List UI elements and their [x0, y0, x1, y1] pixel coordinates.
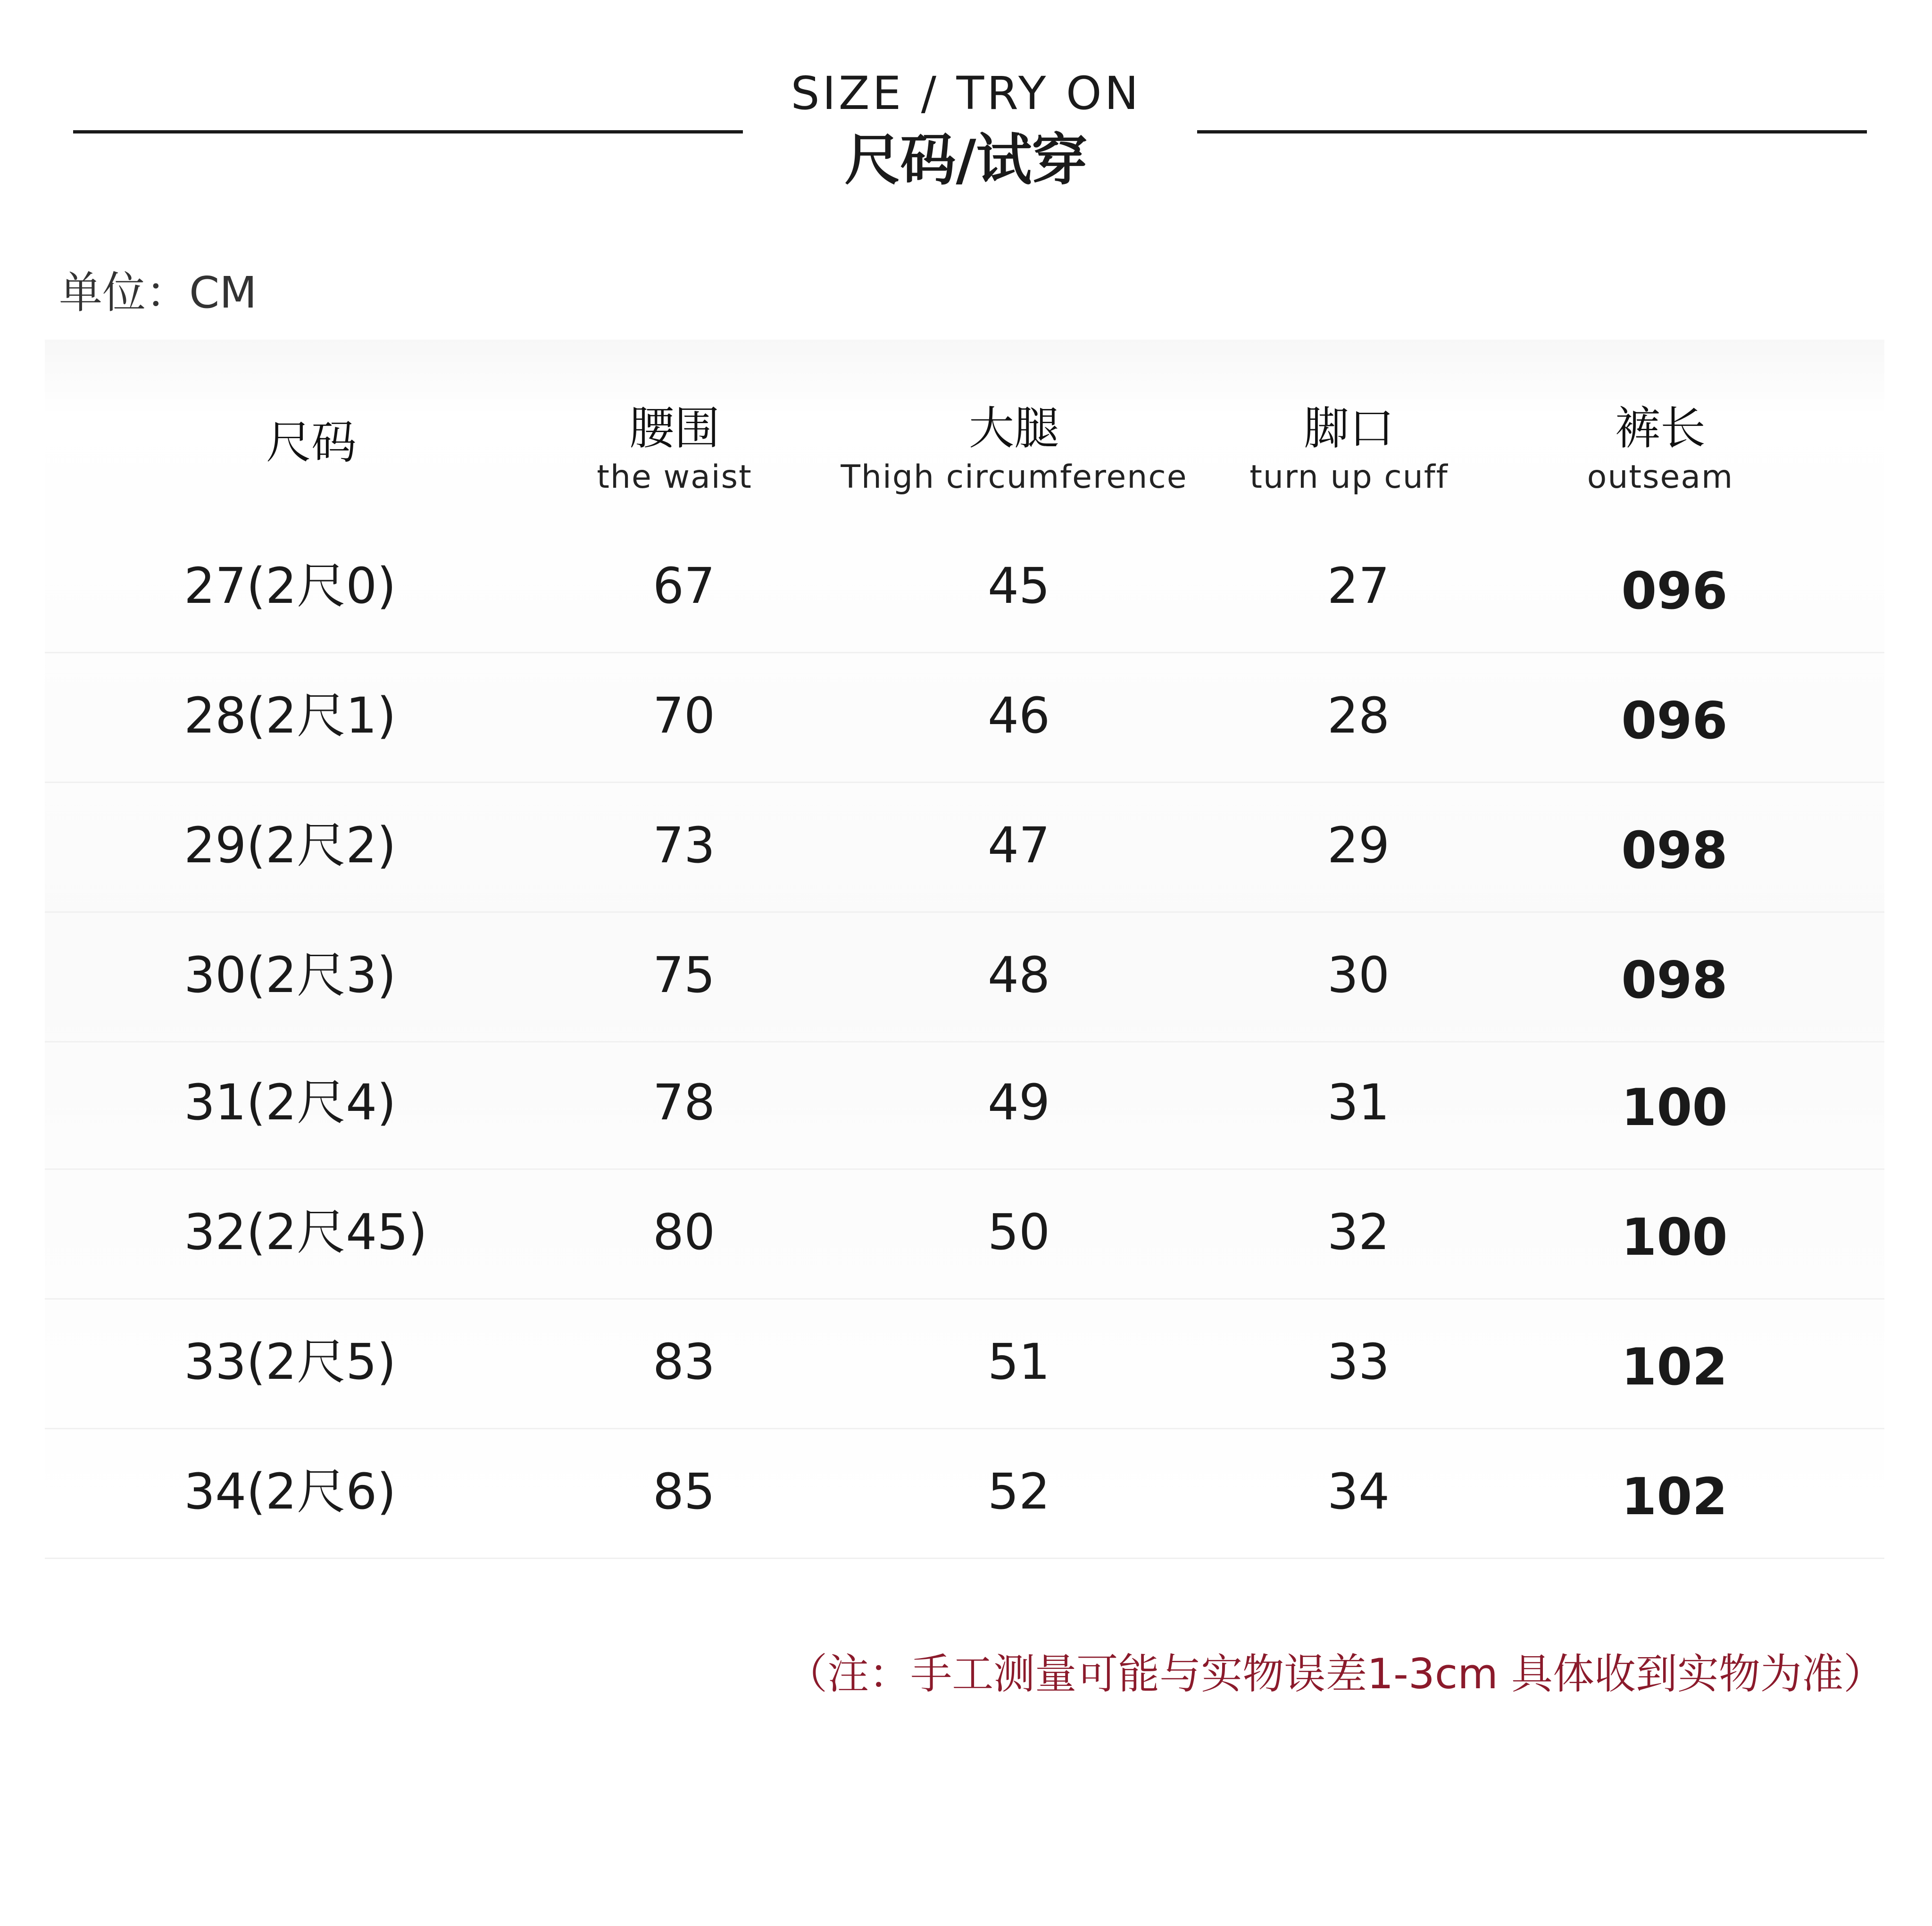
- cell-cuff: 31: [1327, 1074, 1390, 1131]
- column-header-waist: [557, 402, 792, 496]
- row-divider: [45, 652, 1884, 653]
- table-row: [45, 915, 1884, 1042]
- table-row: [45, 1302, 1884, 1429]
- cell-thigh: 50: [987, 1203, 1050, 1261]
- cell-waist: 70: [652, 687, 716, 744]
- row-divider: [45, 1168, 1884, 1170]
- cell-size: 27(2尺0): [184, 557, 396, 615]
- cell-waist: 85: [652, 1463, 716, 1520]
- title-chinese: 尺码/试穿: [844, 127, 1088, 192]
- column-header-cuff-en: turn up cuff: [1249, 459, 1449, 496]
- column-header-outseam-en: outseam: [1587, 459, 1734, 496]
- cell-waist: 75: [652, 946, 716, 1004]
- column-header-thigh-cn: 大腿: [969, 402, 1059, 455]
- cell-waist: 73: [652, 817, 716, 874]
- cell-cuff: 28: [1327, 687, 1390, 744]
- cell-cuff: 27: [1327, 557, 1390, 615]
- cell-size: 30(2尺3): [184, 946, 396, 1004]
- cell-cuff: 29: [1327, 817, 1390, 874]
- column-header-waist-en: the waist: [597, 459, 752, 496]
- cell-outseam: 098: [1621, 951, 1728, 1010]
- cell-size: 34(2尺6): [184, 1463, 396, 1520]
- cell-size: 32(2尺45): [184, 1203, 427, 1261]
- column-header-cuff-cn: 脚口: [1304, 402, 1394, 455]
- cell-cuff: 32: [1327, 1203, 1390, 1261]
- table-row: [45, 1042, 1884, 1170]
- cell-outseam: 096: [1621, 692, 1728, 750]
- cell-waist: 67: [652, 557, 716, 615]
- cell-outseam: 102: [1621, 1338, 1728, 1397]
- cell-cuff: 34: [1327, 1463, 1390, 1520]
- cell-size: 29(2尺2): [184, 817, 396, 874]
- row-divider: [45, 782, 1884, 783]
- table-row: [45, 1432, 1884, 1559]
- cell-outseam: 100: [1621, 1208, 1728, 1267]
- row-divider: [45, 1428, 1884, 1429]
- cell-size: 33(2尺5): [184, 1333, 396, 1391]
- cell-thigh: 51: [987, 1333, 1050, 1391]
- column-header-size-cn: 尺码: [266, 416, 357, 469]
- row-divider: [45, 911, 1884, 913]
- cell-outseam: 100: [1621, 1078, 1728, 1137]
- cell-waist: 83: [652, 1333, 716, 1391]
- column-header-thigh-en: Thigh circumference: [841, 459, 1188, 496]
- cell-cuff: 33: [1327, 1333, 1390, 1391]
- column-header-outseam: [1552, 402, 1769, 496]
- unit-label: 单位：CM: [59, 267, 257, 318]
- column-header-size: [217, 416, 406, 469]
- cell-size: 28(2尺1): [184, 687, 396, 744]
- column-header-outseam-cn: 裤长: [1615, 402, 1706, 455]
- cell-waist: 80: [652, 1203, 716, 1261]
- cell-thigh: 47: [987, 817, 1050, 874]
- table-row: [45, 785, 1884, 913]
- measurement-note: （注：手工测量可能与实物误差1-3cm 具体收到实物为准）: [786, 1650, 1885, 1698]
- cell-cuff: 30: [1327, 946, 1390, 1004]
- table-row: [45, 1172, 1884, 1300]
- title-english: SIZE / TRY ON: [791, 67, 1141, 120]
- cell-thigh: 49: [987, 1074, 1050, 1131]
- cell-waist: 78: [652, 1074, 716, 1131]
- cell-thigh: 46: [987, 687, 1050, 744]
- cell-outseam: 098: [1621, 821, 1728, 880]
- column-header-waist-cn: 腰围: [629, 402, 720, 455]
- table-row: [45, 526, 1884, 653]
- cell-outseam: 102: [1621, 1467, 1728, 1526]
- cell-thigh: 45: [987, 557, 1050, 615]
- cell-outseam: 096: [1621, 562, 1728, 621]
- table-row: [45, 656, 1884, 783]
- cell-size: 31(2尺4): [184, 1074, 396, 1131]
- cell-thigh: 52: [987, 1463, 1050, 1520]
- column-header-cuff: [1226, 402, 1472, 496]
- row-divider: [45, 1298, 1884, 1300]
- cell-thigh: 48: [987, 946, 1050, 1004]
- column-header-thigh: [830, 402, 1198, 496]
- row-divider: [45, 1558, 1884, 1559]
